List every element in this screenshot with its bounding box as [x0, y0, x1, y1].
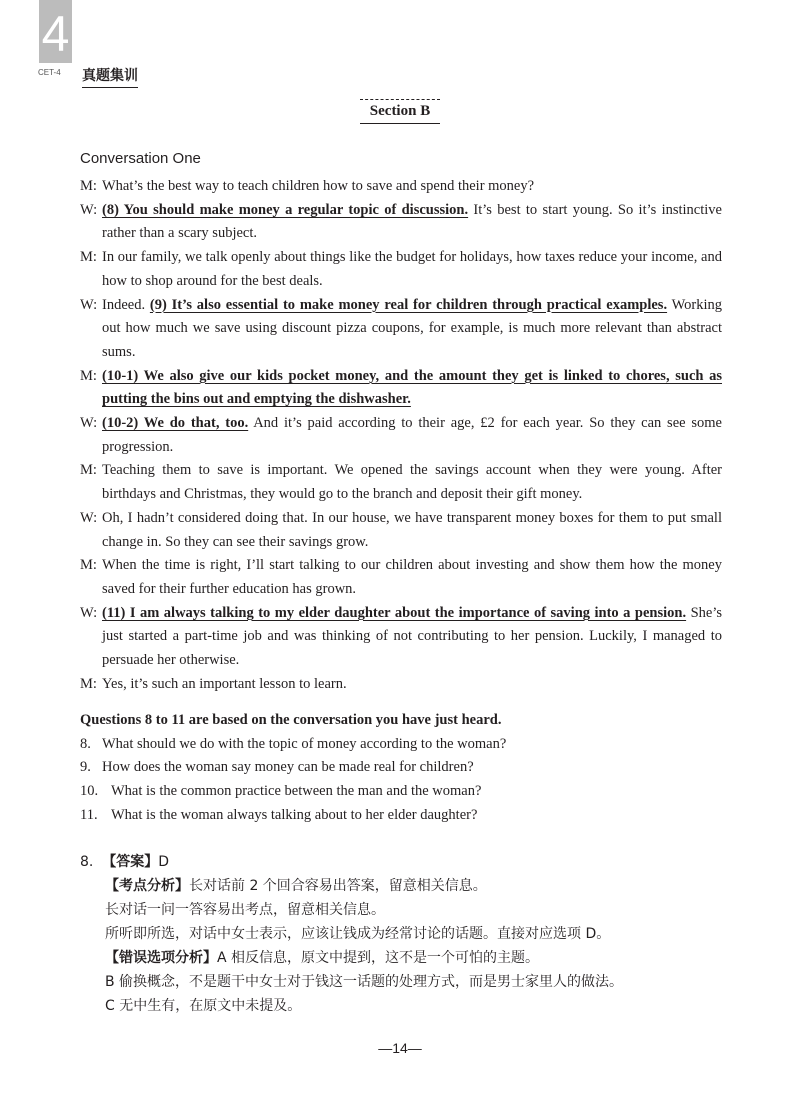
- dialog-text: In our family, we talk openly about things like the budget for holidays, how taxes reduce your income, and how to shop around for the best deals.: [102, 249, 722, 289]
- question-text: What should we do with the topic of money according to the woman?: [102, 735, 507, 752]
- analysis-text: 长对话前 2 个回合容易出答案，留意相关信息。: [189, 878, 487, 894]
- dialog-turn: [80, 175, 722, 199]
- wrong-option-text: A 相反信息，原文中提到，这不是一个可怕的主题。: [217, 950, 540, 966]
- dialog-turn: [80, 554, 722, 601]
- speaker-label: M:: [80, 557, 97, 574]
- dialog-text: Teaching them to save is important. We opened the savings account when they were young. After birthdays and Christmas, they would go to the branch and deposit their gift money.: [102, 462, 722, 503]
- dialog-text: Indeed.: [102, 296, 150, 313]
- speaker-label: M:: [80, 675, 97, 692]
- dialog-text: When the time is right, I’ll start talking to our children about investing and show them how the money saved for their further education has grown.: [102, 557, 722, 597]
- analysis-text: 所听即所选，对话中女士表示，应该让钱成为经常讨论的话题。直接对应选项 D。: [105, 926, 611, 942]
- question-number: 9.: [80, 759, 91, 776]
- key-sentence: (10-1) We also give our kids pocket money, and the amount they get is linked to chores, such as putting the bins out and emptying the dishwasher.: [102, 367, 722, 408]
- speaker-label: M:: [80, 249, 97, 266]
- wrong-option-line: [80, 946, 730, 970]
- wrong-option-text: B 偷换概念，不是题干中女士对于钱这一话题的处理方式，而是男士家里人的做法。: [105, 974, 624, 990]
- question-number: 8.: [80, 735, 91, 752]
- dialog-turn: [80, 673, 722, 697]
- question-text: How does the woman say money can be made real for children?: [102, 759, 474, 776]
- section-heading: [0, 99, 800, 124]
- dialog-turn: [80, 365, 722, 412]
- question-number: 11.: [80, 806, 98, 823]
- dialog-transcript: [80, 175, 722, 696]
- conversation-title: Conversation One: [80, 150, 201, 167]
- dialog-turn: [80, 507, 722, 554]
- logo-number: 4: [41, 6, 70, 62]
- dialog-text: She’s just started a part-time job and was thinking of not contributing to her pension. Luckily, I managed to persuade her otherwise.: [102, 604, 723, 669]
- analysis-line: [80, 898, 730, 922]
- question-text: What is the common practice between the man and the woman?: [111, 783, 482, 800]
- key-sentence: (8) You should make money a regular topic of discussion.: [102, 201, 469, 218]
- key-sentence: (10-2) We do that, too.: [102, 415, 249, 432]
- page-number: —14—: [378, 1040, 422, 1056]
- question-item: [80, 804, 722, 828]
- analysis-line: [80, 922, 730, 946]
- question-item: [80, 733, 722, 757]
- section-title: Section B: [360, 99, 440, 124]
- dialog-text: Yes, it’s such an important lesson to learn.: [102, 675, 347, 692]
- cet4-logo: [39, 0, 72, 63]
- dialog-text: Working out how much we save using discount pizza coupons, for example, is much more relevant than abstract sums.: [102, 296, 723, 360]
- dialog-turn: [80, 602, 722, 673]
- questions-block: [80, 709, 722, 828]
- dialog-text: And it’s paid according to their age, £2 for each year. So they can see some progression.: [102, 415, 722, 455]
- dialog-turn: [80, 412, 722, 459]
- answer-key-value: D: [158, 854, 170, 870]
- analysis-section: [80, 874, 730, 946]
- question-item: [80, 756, 722, 780]
- key-sentence: (11) I am always talking to my elder daughter about the importance of saving into a pension.: [102, 604, 687, 621]
- wrong-option-label: 【错误选项分析】: [105, 950, 217, 966]
- question-item: [80, 780, 722, 804]
- dialog-text: It’s best to start young. So it’s instinctive rather than a scary subject.: [102, 201, 722, 242]
- header-title: 真题集训: [82, 65, 138, 88]
- speaker-label: M:: [80, 367, 97, 384]
- analysis-line: [80, 874, 730, 898]
- dialog-text: What’s the best way to teach children how to save and spend their money?: [102, 178, 535, 194]
- speaker-label: M:: [80, 178, 97, 194]
- answer-key-line: [80, 850, 730, 874]
- dialog-text: Oh, I hadn’t considered doing that. In our house, we have transparent money boxes for them to put small change in. So they can see their savings grow.: [102, 509, 722, 550]
- answer-number: 8.: [80, 854, 94, 870]
- answer-key-label: 【答案】: [102, 854, 159, 870]
- question-text: What is the woman always talking about to her elder daughter?: [111, 806, 478, 823]
- dialog-turn: [80, 459, 722, 506]
- question-number: 10.: [80, 783, 99, 800]
- dialog-turn: [80, 294, 722, 365]
- speaker-label: W:: [80, 604, 98, 621]
- questions-heading: Questions 8 to 11 are based on the conversation you have just heard.: [80, 712, 502, 728]
- logo-subtitle: CET-4: [38, 68, 61, 77]
- answer-block: [80, 850, 730, 1018]
- analysis-label: 【考点分析】: [105, 878, 189, 894]
- wrong-option-text: C 无中生有，在原文中未提及。: [105, 998, 302, 1014]
- question-list: [80, 733, 722, 828]
- analysis-text: 长对话一问一答容易出考点，留意相关信息。: [105, 902, 385, 918]
- wrong-option-line: [80, 970, 730, 994]
- dialog-turn: [80, 246, 722, 293]
- speaker-label: W:: [80, 509, 98, 526]
- dialog-turn: [80, 199, 722, 246]
- wrong-option-line: [80, 994, 730, 1018]
- wrong-options-section: [80, 946, 730, 1018]
- speaker-label: W:: [80, 296, 98, 313]
- speaker-label: M:: [80, 462, 97, 479]
- key-sentence: (9) It’s also essential to make money real for children through practical examples.: [149, 296, 668, 313]
- speaker-label: W:: [80, 201, 98, 218]
- speaker-label: W:: [80, 415, 98, 432]
